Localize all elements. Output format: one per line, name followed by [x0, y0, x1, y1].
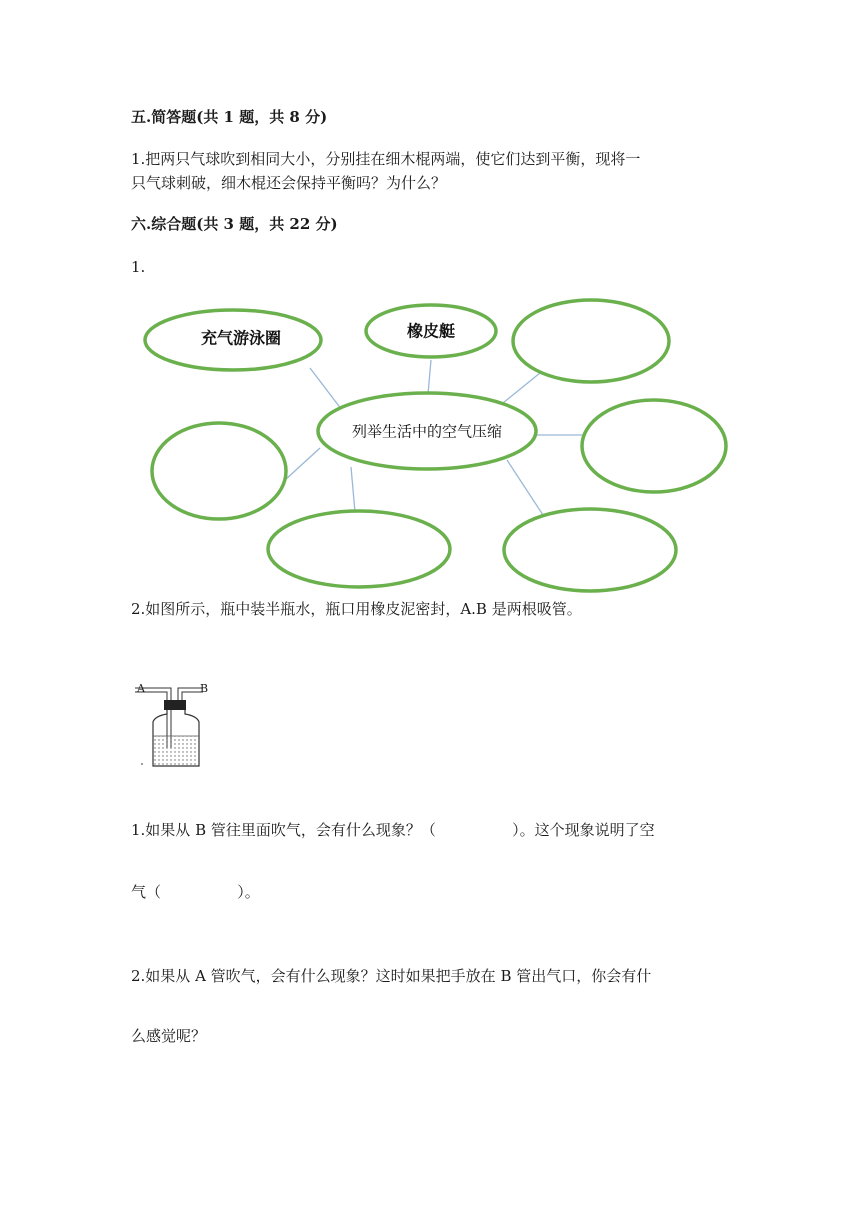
- mindmap-center-label: 列举生活中的空气压缩: [351, 422, 503, 441]
- mindmap-bubble-7: [504, 509, 676, 591]
- connector-line: [498, 373, 540, 407]
- connector-line: [507, 460, 543, 515]
- mindmap-bubble-label-2: 橡皮艇: [406, 321, 456, 341]
- sub2-line2: 么感觉呢？: [131, 1027, 207, 1045]
- mindmap-bubble-label-1: 充气游泳圈: [200, 328, 282, 348]
- section5-heading: 五.简答题(共 1 题，共 8 分): [131, 108, 328, 126]
- mindmap-bubble-4: [582, 400, 726, 492]
- connector-line: [351, 467, 355, 512]
- mindmap-diagram: [130, 290, 740, 600]
- connector-line: [285, 448, 320, 480]
- section6-heading: 六.综合题(共 3 题，共 22 分): [131, 215, 338, 233]
- section5-q1-line1: 1.把两只气球吹到相同大小，分别挂在细木棍两端，使它们达到平衡，现将一: [131, 150, 641, 168]
- mindmap-bubble-3: [513, 300, 669, 382]
- mindmap-bubble-5: [152, 423, 286, 519]
- section5-q1-line2: 只气球刺破，细木棍还会保持平衡吗？为什么？: [131, 174, 447, 192]
- section6-q2-intro: 2.如图所示，瓶中装半瓶水，瓶口用橡皮泥密封，A.B 是两根吸管。: [131, 600, 582, 618]
- mindmap-bubble-6: [268, 511, 450, 587]
- sub1-line1: 1.如果从 B 管往里面吹气，会有什么现象？（ ）。这个现象说明了空: [131, 821, 655, 839]
- tube-b-label: B: [200, 682, 209, 695]
- sub1-line2: 气（ ）。: [131, 883, 260, 901]
- tube-a-label: A: [137, 682, 145, 695]
- gas-bottle-figure: [133, 678, 219, 770]
- connector-line: [428, 360, 431, 394]
- sub2-line1: 2.如果从 A 管吹气，会有什么现象？这时如果把手放在 B 管出气口，你会有什: [131, 967, 652, 985]
- section6-q1-number: 1.: [131, 258, 146, 276]
